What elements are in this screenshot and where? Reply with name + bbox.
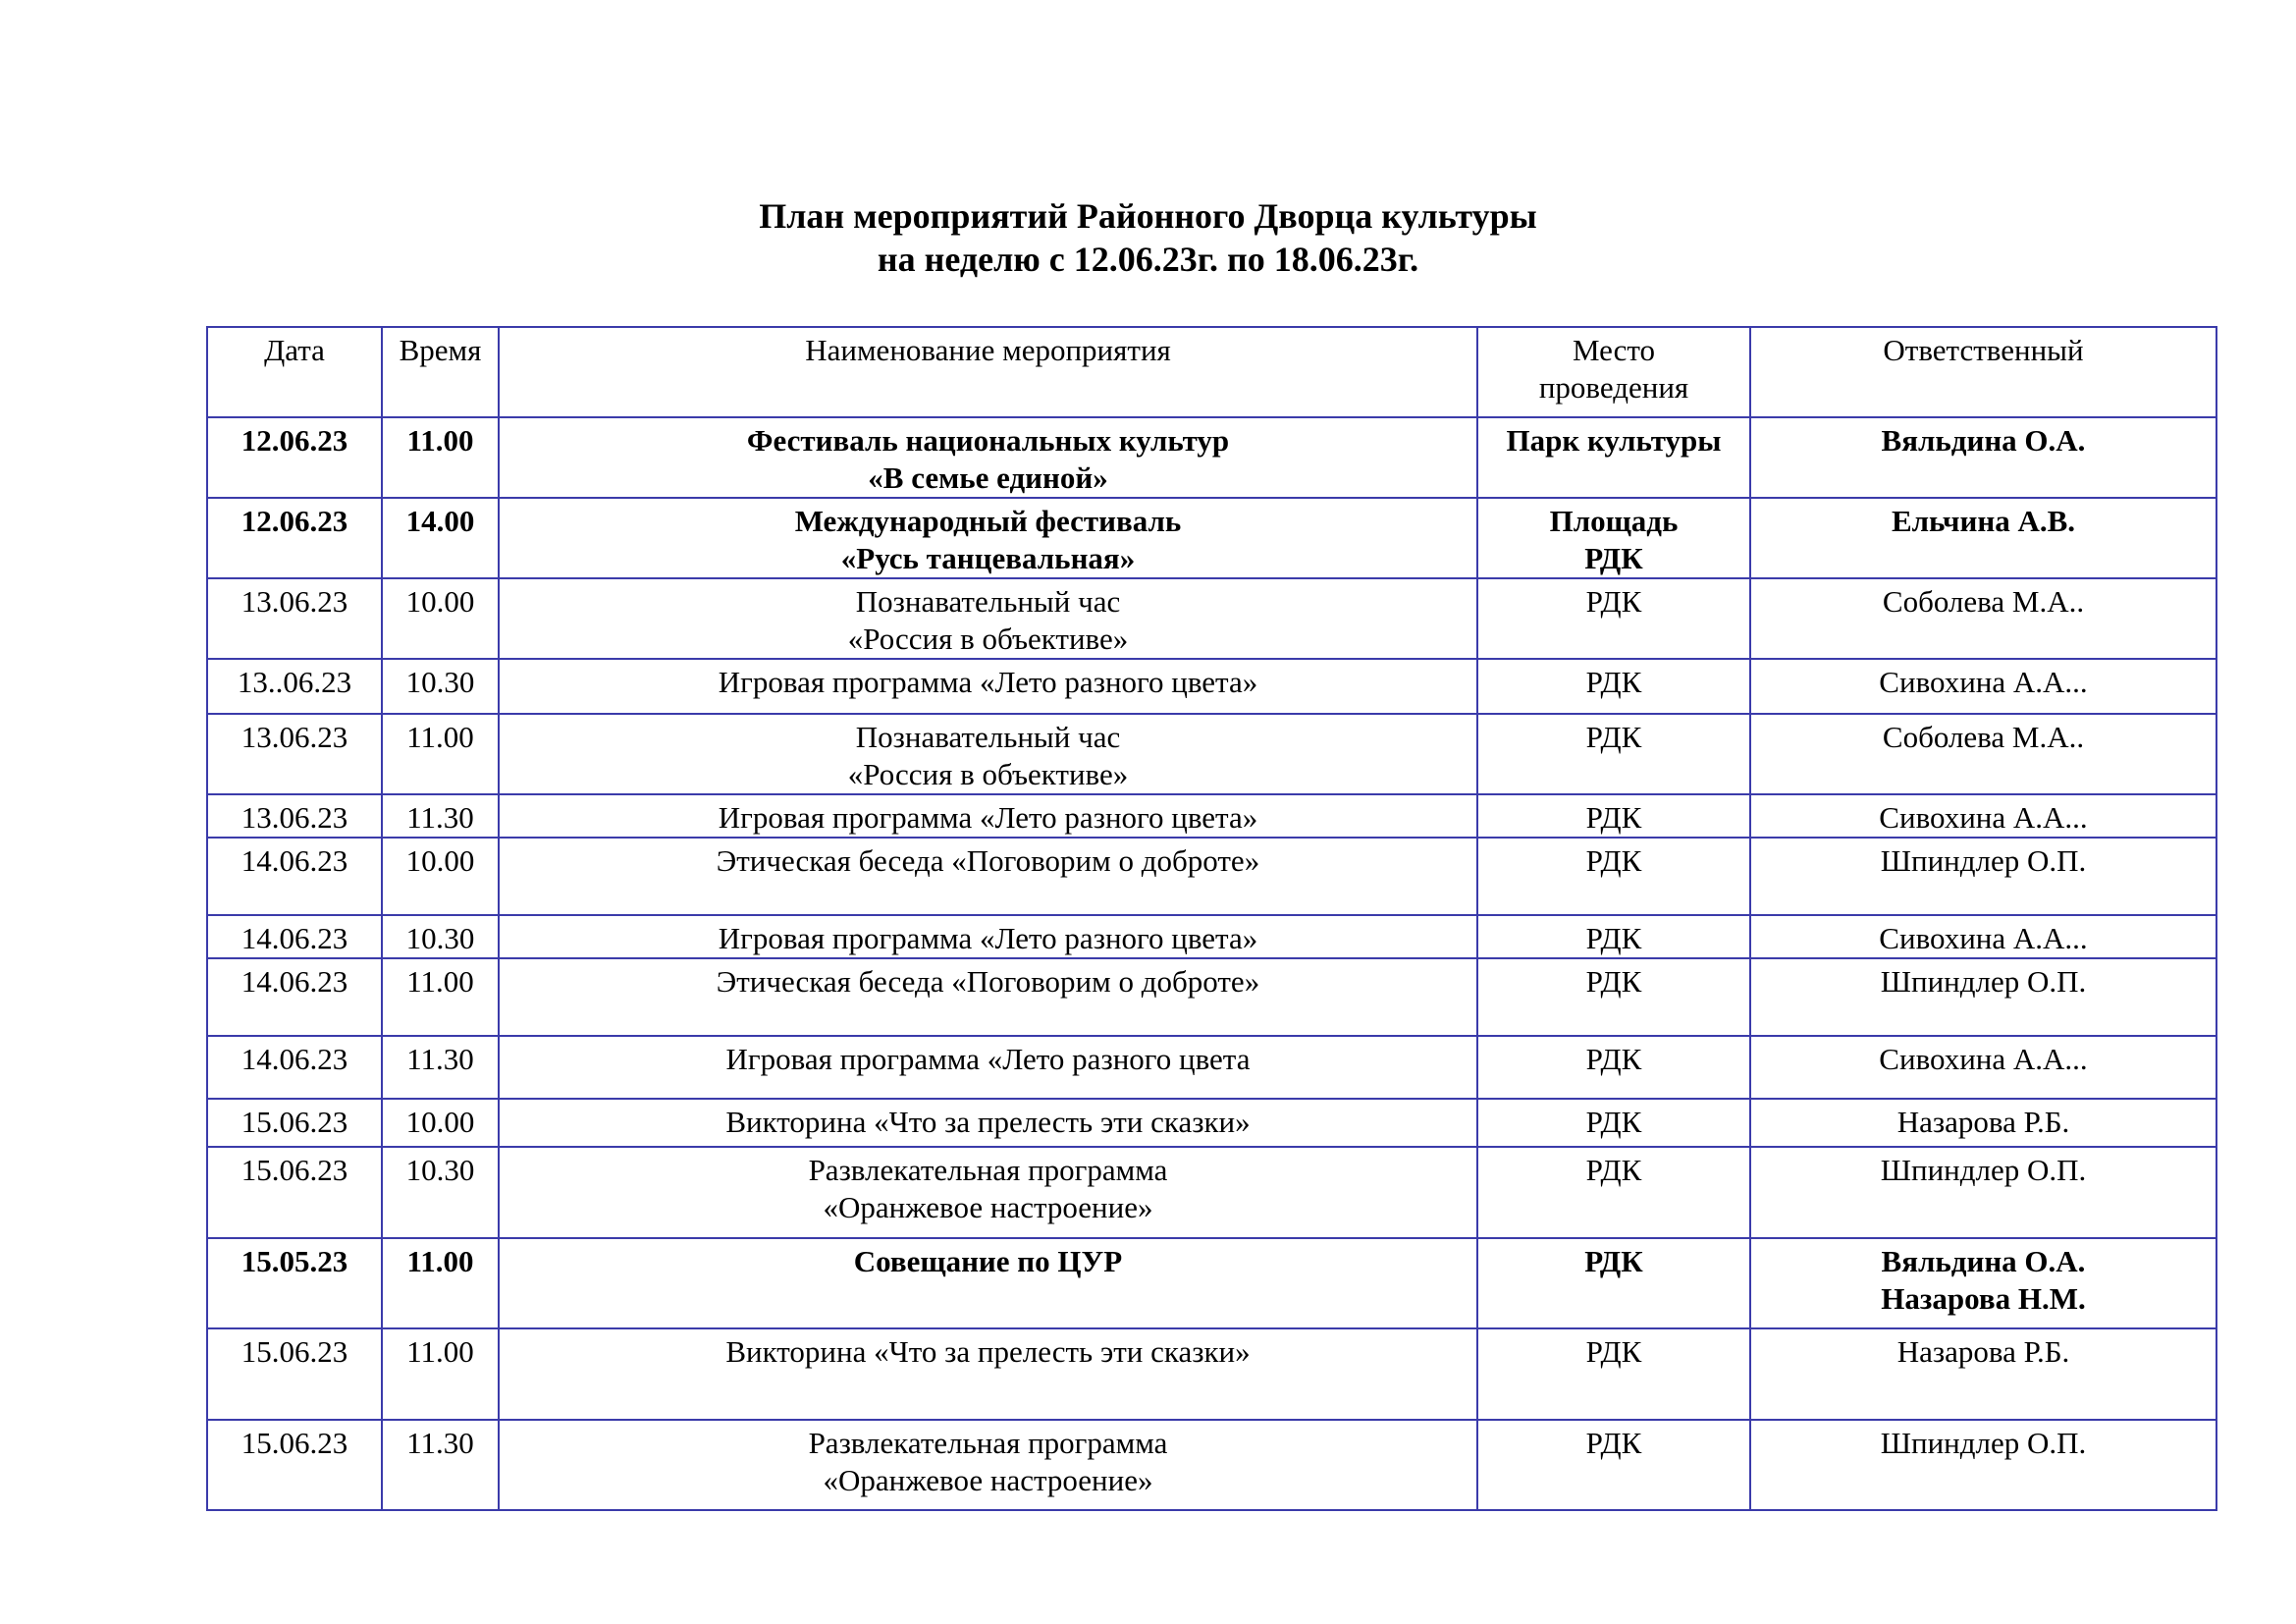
cell-place-line: РДК: [1585, 964, 1642, 999]
cell-responsible: [1750, 1099, 2216, 1147]
cell-place-line: РДК: [1584, 1244, 1643, 1278]
cell-event-line: Совещание по ЦУР: [853, 1244, 1123, 1278]
cell-event: [499, 794, 1477, 838]
cell-event-line: «Россия в объективе»: [847, 622, 1129, 656]
cell-time: 10.30: [382, 1147, 499, 1238]
cell-date: 12.06.23: [207, 417, 382, 498]
table-row: [207, 417, 2216, 498]
header-date: Дата: [207, 327, 382, 417]
cell-responsible-line: Назарова Р.Б.: [1896, 1334, 2070, 1369]
cell-date: 14.06.23: [207, 958, 382, 1036]
cell-place-line: РДК: [1585, 1042, 1642, 1076]
cell-time: 10.00: [382, 578, 499, 659]
cell-time: 11.30: [382, 1420, 499, 1510]
cell-event-line: Викторина «Что за прелесть эти сказки»: [725, 1105, 1251, 1139]
cell-responsible-line: Вяльдина О.А.: [1881, 423, 2086, 458]
cell-place: [1477, 1238, 1750, 1328]
cell-responsible-line: Сивохина А.А...: [1879, 921, 2088, 955]
cell-place-line: РДК: [1585, 921, 1642, 955]
cell-place-line: РДК: [1585, 584, 1642, 619]
cell-date: 13.06.23: [207, 794, 382, 838]
cell-time: 10.00: [382, 1099, 499, 1147]
cell-time: 14.00: [382, 498, 499, 578]
cell-time: 11.00: [382, 417, 499, 498]
cell-time: 11.30: [382, 794, 499, 838]
cell-event-line: Развлекательная программа: [808, 1426, 1168, 1460]
table-row: [207, 958, 2216, 1036]
cell-responsible-line: Соболева М.А..: [1882, 720, 2085, 754]
header-event: Наименование мероприятия: [499, 327, 1477, 417]
cell-responsible-line: Сивохина А.А...: [1879, 665, 2088, 699]
header-place-line-1: Место: [1572, 333, 1656, 367]
cell-time: 11.00: [382, 1328, 499, 1420]
cell-date: 12.06.23: [207, 498, 382, 578]
cell-place-line: Парк культуры: [1506, 423, 1722, 458]
cell-responsible-line: Шпиндлер О.П.: [1880, 964, 2087, 999]
cell-event-line: Познавательный час: [855, 720, 1121, 754]
cell-event-line: «Оранжевое настроение»: [823, 1463, 1153, 1497]
cell-place-line: РДК: [1585, 843, 1642, 878]
table-row: [207, 794, 2216, 838]
cell-event-line: «В семье единой»: [868, 460, 1108, 495]
table-row: [207, 1099, 2216, 1147]
cell-responsible-line: Шпиндлер О.П.: [1880, 1153, 2087, 1187]
cell-responsible-line: Шпиндлер О.П.: [1880, 843, 2087, 878]
cell-event: [499, 1147, 1477, 1238]
cell-event-line: Игровая программа «Лето разного цвета»: [718, 921, 1258, 955]
cell-time: 11.30: [382, 1036, 499, 1099]
cell-place-line: РДК: [1585, 1153, 1642, 1187]
cell-responsible-line: Соболева М.А..: [1882, 584, 2085, 619]
cell-place: [1477, 958, 1750, 1036]
events-table: [206, 326, 2217, 1511]
cell-place-line: РДК: [1585, 1105, 1642, 1139]
cell-responsible: [1750, 1147, 2216, 1238]
cell-responsible: [1750, 1036, 2216, 1099]
cell-place: [1477, 417, 1750, 498]
cell-responsible: [1750, 498, 2216, 578]
cell-responsible-line: Вяльдина О.А.: [1881, 1244, 2086, 1278]
table-body: [207, 417, 2216, 1510]
cell-event-line: Международный фестиваль: [794, 504, 1182, 538]
cell-responsible: [1750, 1328, 2216, 1420]
cell-event: [499, 1420, 1477, 1510]
cell-place: [1477, 1420, 1750, 1510]
cell-event: [499, 915, 1477, 958]
cell-responsible: [1750, 915, 2216, 958]
table-row: [207, 1147, 2216, 1238]
table-header-row: [207, 327, 2216, 417]
cell-event-line: Викторина «Что за прелесть эти сказки»: [725, 1334, 1251, 1369]
cell-event-line: Развлекательная программа: [808, 1153, 1168, 1187]
cell-responsible: [1750, 958, 2216, 1036]
cell-responsible: [1750, 1420, 2216, 1510]
cell-time: 10.30: [382, 915, 499, 958]
table-row: [207, 838, 2216, 915]
cell-responsible-line: Шпиндлер О.П.: [1880, 1426, 2087, 1460]
cell-date: 14.06.23: [207, 1036, 382, 1099]
table-row: [207, 1238, 2216, 1328]
cell-event: [499, 1328, 1477, 1420]
cell-responsible: [1750, 578, 2216, 659]
cell-responsible: [1750, 714, 2216, 794]
header-time: Время: [382, 327, 499, 417]
cell-event-line: Фестиваль национальных культур: [746, 423, 1230, 458]
cell-time: 11.00: [382, 958, 499, 1036]
cell-place: [1477, 1328, 1750, 1420]
cell-event-line: Игровая программа «Лето разного цвета»: [718, 800, 1258, 835]
table-row: [207, 915, 2216, 958]
header-place: [1477, 327, 1750, 417]
cell-responsible-line: Ельчина А.В.: [1891, 504, 2076, 538]
cell-date: 15.06.23: [207, 1147, 382, 1238]
cell-place: [1477, 915, 1750, 958]
cell-place-line: РДК: [1585, 1426, 1642, 1460]
cell-event: [499, 838, 1477, 915]
cell-event: [499, 1238, 1477, 1328]
cell-time: 10.00: [382, 838, 499, 915]
document-title: [0, 194, 2296, 281]
cell-date: 15.06.23: [207, 1420, 382, 1510]
cell-event-line: Игровая программа «Лето разного цвета: [725, 1042, 1251, 1076]
cell-event: [499, 498, 1477, 578]
cell-place-line: РДК: [1585, 1334, 1642, 1369]
cell-time: 11.00: [382, 714, 499, 794]
table-row: [207, 659, 2216, 714]
cell-place-line: Площадь: [1549, 504, 1679, 538]
cell-time: 10.30: [382, 659, 499, 714]
cell-place: [1477, 1036, 1750, 1099]
cell-place: [1477, 659, 1750, 714]
cell-place: [1477, 838, 1750, 915]
cell-event: [499, 714, 1477, 794]
title-line-1: План мероприятий Районного Дворца культуры: [759, 196, 1537, 236]
cell-responsible: [1750, 838, 2216, 915]
cell-event: [499, 958, 1477, 1036]
cell-event-line: Этическая беседа «Поговорим о доброте»: [716, 843, 1260, 878]
cell-place-line: РДК: [1585, 720, 1642, 754]
cell-place: [1477, 714, 1750, 794]
table-row: [207, 1420, 2216, 1510]
table-row: [207, 1328, 2216, 1420]
cell-event-line: Этическая беседа «Поговорим о доброте»: [716, 964, 1260, 999]
cell-date: 14.06.23: [207, 915, 382, 958]
header-responsible: Ответственный: [1750, 327, 2216, 417]
table-row: [207, 1036, 2216, 1099]
cell-date: 14.06.23: [207, 838, 382, 915]
cell-date: 15.06.23: [207, 1328, 382, 1420]
cell-responsible-line: Назарова Р.Б.: [1896, 1105, 2070, 1139]
title-line-2: на неделю с 12.06.23г. по 18.06.23г.: [877, 240, 1419, 279]
cell-place: [1477, 498, 1750, 578]
cell-time: 11.00: [382, 1238, 499, 1328]
cell-place-line: РДК: [1585, 665, 1642, 699]
cell-responsible-line: Сивохина А.А...: [1879, 1042, 2088, 1076]
cell-event-line: Игровая программа «Лето разного цвета»: [718, 665, 1258, 699]
cell-event-line: «Россия в объективе»: [847, 757, 1129, 791]
cell-event: [499, 578, 1477, 659]
cell-date: 13..06.23: [207, 659, 382, 714]
cell-responsible: [1750, 417, 2216, 498]
cell-date: 15.06.23: [207, 1099, 382, 1147]
cell-place: [1477, 578, 1750, 659]
cell-responsible-line: Назарова Н.М.: [1881, 1281, 2086, 1316]
cell-place: [1477, 1099, 1750, 1147]
cell-date: 15.05.23: [207, 1238, 382, 1328]
cell-event: [499, 1099, 1477, 1147]
cell-date: 13.06.23: [207, 714, 382, 794]
header-place-line-2: проведения: [1538, 370, 1689, 405]
table-row: [207, 714, 2216, 794]
cell-event: [499, 1036, 1477, 1099]
cell-place-line: РДК: [1584, 541, 1643, 575]
cell-event: [499, 659, 1477, 714]
cell-responsible-line: Сивохина А.А...: [1879, 800, 2088, 835]
table-row: [207, 498, 2216, 578]
cell-place-line: РДК: [1585, 800, 1642, 835]
cell-event-line: «Оранжевое настроение»: [823, 1190, 1153, 1224]
cell-responsible: [1750, 659, 2216, 714]
cell-date: 13.06.23: [207, 578, 382, 659]
cell-event: [499, 417, 1477, 498]
cell-event-line: «Русь танцевальная»: [840, 541, 1136, 575]
cell-event-line: Познавательный час: [855, 584, 1121, 619]
cell-responsible: [1750, 794, 2216, 838]
cell-place: [1477, 794, 1750, 838]
table-row: [207, 578, 2216, 659]
cell-responsible: [1750, 1238, 2216, 1328]
cell-place: [1477, 1147, 1750, 1238]
